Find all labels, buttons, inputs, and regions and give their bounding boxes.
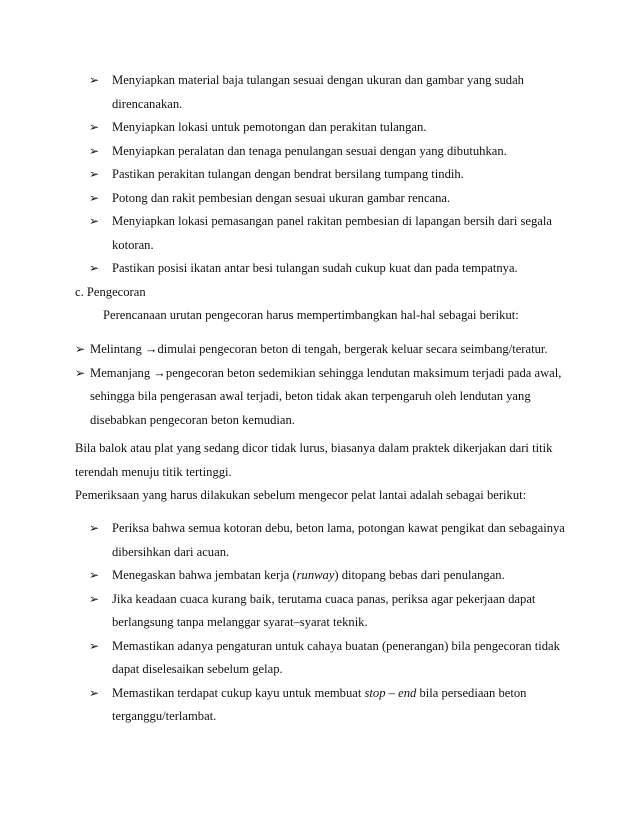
arrow-bullet-icon: ➢ xyxy=(89,685,100,700)
arrow-bullet-icon: ➢ xyxy=(89,568,100,582)
list-item-text: Potong dan rakit pembesian dengan sesuai ukuran gambar rencana. xyxy=(112,190,451,205)
italic-term: stop – end xyxy=(364,685,417,700)
paragraph: Pemeriksaan yang harus dilakukan sebelum mengecor pelat lantai adalah sebagai berikut: xyxy=(75,488,527,502)
arrow-bullet-icon: ➢ xyxy=(75,365,86,380)
list-item xyxy=(89,116,569,140)
list-item xyxy=(89,187,569,211)
list-item-text: Menegaskan bahwa jembatan kerja ( xyxy=(112,568,297,582)
arrow-bullet-icon: ➢ xyxy=(89,143,100,158)
list-item-text: Pastikan posisi ikatan antar besi tulangan sudah cukup kuat dan pada tempatnya. xyxy=(112,261,518,275)
arrow-bullet-icon: ➢ xyxy=(89,638,100,653)
inspection-list xyxy=(89,517,579,729)
list-item xyxy=(89,140,569,164)
arrow-bullet-icon: ➢ xyxy=(89,591,100,606)
rebar-preparation-list xyxy=(89,69,569,281)
arrow-bullet-icon: ➢ xyxy=(89,120,100,134)
list-item-text: Pastikan perakitan tulangan dengan bendrat bersilang tumpang tindih. xyxy=(112,167,464,181)
list-item-text: Memanjang →pengecoran beton sedemikian sehingga lendutan maksimum terjadi pada awal, sehingga bila pengerasan awal terjadi, beton tidak akan terpengaruh oleh lendutan yang disebabkan pengecoran beton kemudian. xyxy=(90,365,562,427)
arrow-bullet-icon: ➢ xyxy=(75,342,86,356)
arrow-bullet-icon: ➢ xyxy=(89,73,100,87)
list-item xyxy=(89,69,569,116)
list-item-text: Menyiapkan lokasi untuk pemotongan dan perakitan tulangan. xyxy=(112,120,427,134)
list-item xyxy=(75,362,570,433)
list-item xyxy=(89,635,579,682)
list-item xyxy=(89,682,579,729)
arrow-bullet-icon: ➢ xyxy=(89,521,100,535)
paragraph: Bila balok atau plat yang sedang dicor tidak lurus, biasanya dalam praktek dikerjakan dari titik terendah menuju titik tertinggi. xyxy=(75,441,553,479)
list-item xyxy=(89,517,579,564)
arrow-bullet-icon: ➢ xyxy=(89,261,100,275)
section-heading: c. Pengecoran xyxy=(75,285,146,299)
arrow-bullet-icon: ➢ xyxy=(89,190,100,205)
list-item xyxy=(89,588,579,635)
list-item xyxy=(89,163,569,187)
list-item-text: Jika keadaan cuaca kurang baik, terutama cuaca panas, periksa agar pekerjaan dapat berlangsung tanpa melanggar syarat–syarat teknik. xyxy=(112,591,536,629)
list-item xyxy=(75,338,570,362)
italic-term: runway xyxy=(296,568,335,582)
casting-order-list xyxy=(75,338,570,432)
list-item xyxy=(89,564,579,588)
list-item-text: Menyiapkan material baja tulangan sesuai dengan ukuran dan gambar yang sudah direncanakan. xyxy=(112,73,524,111)
list-item xyxy=(89,257,569,281)
list-item-text: Periksa bahwa semua kotoran debu, beton lama, potongan kawat pengikat dan sebagainya dibersihkan dari acuan. xyxy=(112,521,565,559)
arrow-bullet-icon: ➢ xyxy=(89,167,100,181)
list-item-text: Memastikan adanya pengaturan untuk cahaya buatan (penerangan) bila pengecoran tidak dapat diselesaikan sebelum gelap. xyxy=(112,638,560,676)
section-intro: Perencanaan urutan pengecoran harus mempertimbangkan hal-hal sebagai berikut: xyxy=(103,308,519,322)
list-item-text: Memastikan terdapat cukup kayu untuk membuat xyxy=(112,685,365,700)
list-item-text: Melintang →dimulai pengecoran beton di tengah, bergerak keluar secara seimbang/teratur. xyxy=(90,342,548,356)
list-item-text: bila persediaan beton terganggu/terlambat. xyxy=(112,685,527,723)
arrow-bullet-icon: ➢ xyxy=(89,214,100,228)
list-item-text: ) ditopang bebas dari penulangan. xyxy=(334,568,505,582)
list-item-text: Menyiapkan peralatan dan tenaga penulangan sesuai dengan yang dibutuhkan. xyxy=(112,143,507,158)
list-item xyxy=(89,210,569,257)
list-item-text: Menyiapkan lokasi pemasangan panel rakitan pembesian di lapangan bersih dari segala kotoran. xyxy=(112,214,552,252)
